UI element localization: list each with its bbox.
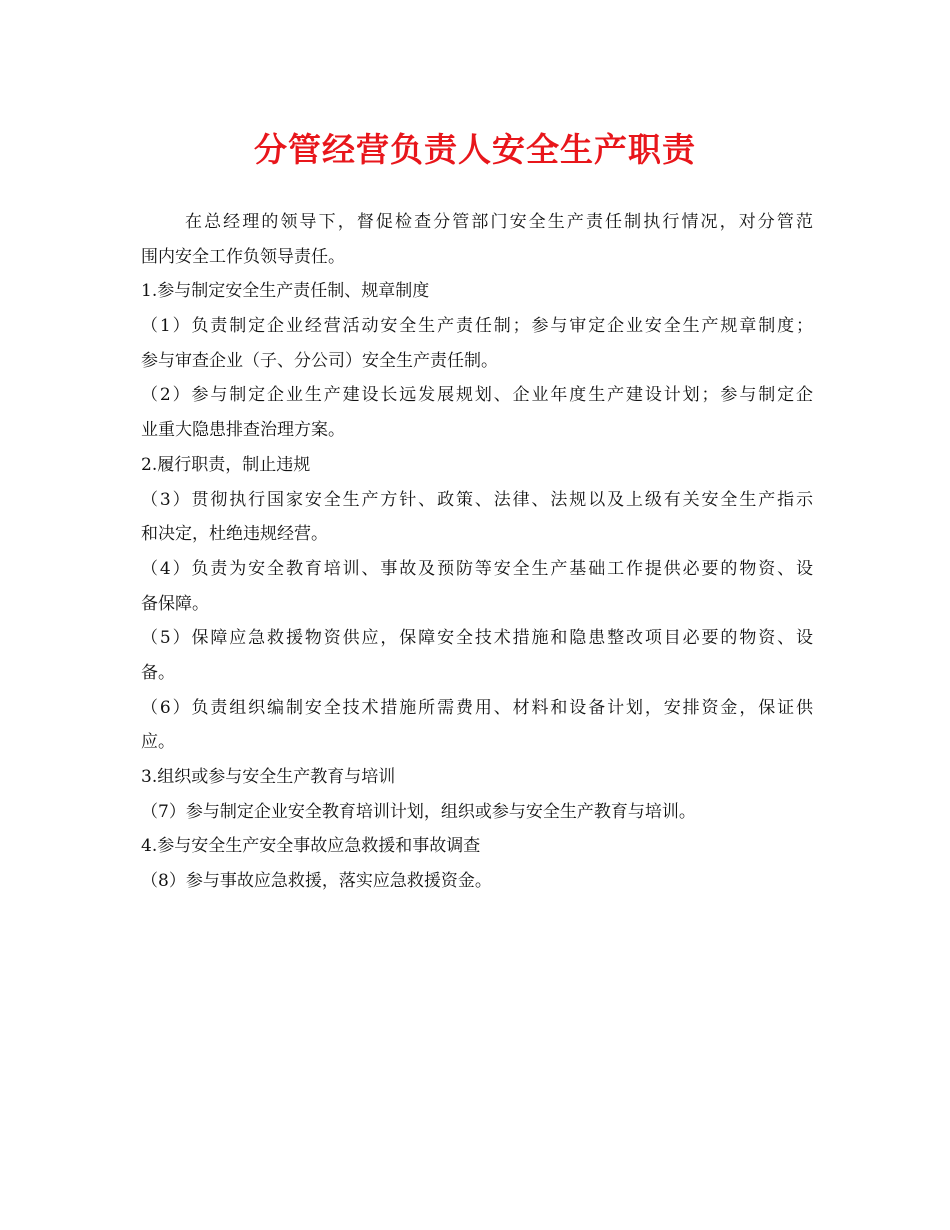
list-item-line: （3）贯彻执行国家安全生产方针、政策、法律、法规以及上级有关安全生产指示 bbox=[141, 489, 813, 510]
paragraph-line: 围内安全工作负领导责任。 bbox=[141, 246, 345, 267]
list-item-line: （8）参与事故应急救援，落实应急救援资金。 bbox=[141, 871, 492, 892]
section-heading: 1.参与制定安全生产责任制、规章制度 bbox=[141, 281, 430, 302]
paragraph-line: 在总经理的领导下，督促检查分管部门安全生产责任制执行情况，对分管范 bbox=[185, 212, 813, 232]
document-body bbox=[141, 205, 813, 899]
list-item-line: （4）负责为安全教育培训、事故及预防等安全生产基础工作提供必要的物资、设 bbox=[141, 558, 813, 579]
list-item-line: 业重大隐患排查治理方案。 bbox=[141, 420, 345, 441]
section-heading: 4.参与安全生产安全事故应急救援和事故调查 bbox=[141, 836, 481, 857]
list-item-line: （5）保障应急救援物资供应，保障安全技术措施和隐患整改项目必要的物资、设 bbox=[141, 628, 813, 649]
list-item-line: 应。 bbox=[141, 732, 175, 753]
list-item-line: 和决定，杜绝违规经营。 bbox=[141, 524, 328, 545]
list-item-line: （7）参与制定企业安全教育培训计划，组织或参与安全生产教育与培训。 bbox=[141, 801, 696, 822]
list-item-line: 备保障。 bbox=[141, 593, 209, 614]
section-heading: 3.组织或参与安全生产教育与培训 bbox=[141, 767, 396, 787]
list-item-line: （2）参与制定企业生产建设长远发展规划、企业年度生产建设计划；参与制定企 bbox=[141, 385, 813, 406]
document-title: 分管经营负责人安全生产职责 bbox=[254, 130, 696, 169]
list-item-line: （1）负责制定企业经营活动安全生产责任制；参与审定企业安全生产规章制度； bbox=[141, 316, 813, 337]
list-item-line: （6）负责组织编制安全技术措施所需费用、材料和设备计划，安排资金，保证供 bbox=[141, 697, 813, 718]
section-heading: 2.履行职责，制止违规 bbox=[141, 454, 311, 475]
list-item-line: 参与审查企业（子、分公司）安全生产责任制。 bbox=[141, 350, 498, 371]
list-item-line: 备。 bbox=[141, 662, 175, 683]
